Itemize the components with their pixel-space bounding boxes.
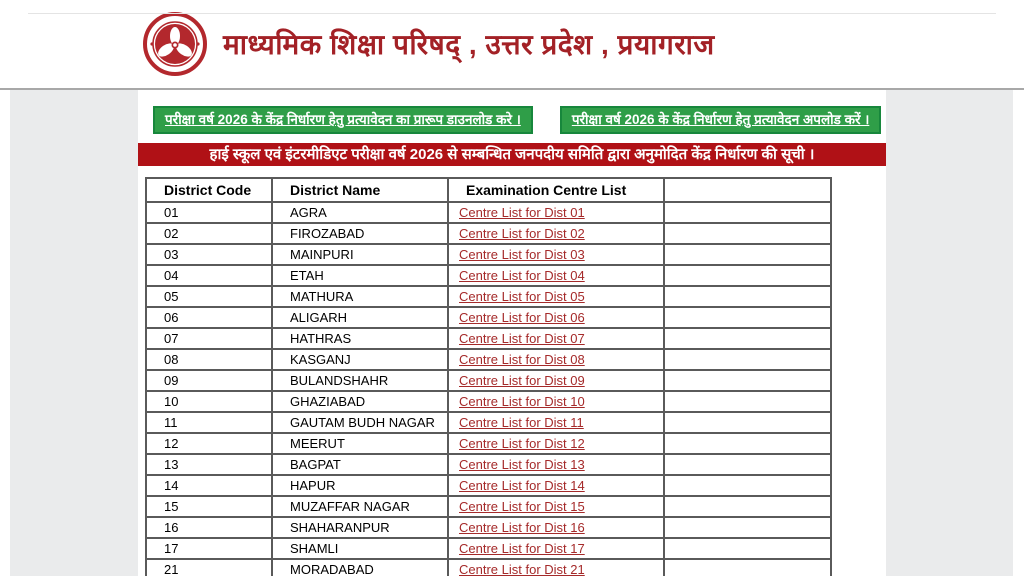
district-name-cell: SHAMLI [272,538,448,559]
district-name-cell: MUZAFFAR NAGAR [272,496,448,517]
action-buttons-row [138,106,886,134]
district-code-cell: 06 [146,307,272,328]
district-name-cell: HAPUR [272,475,448,496]
empty-cell [664,307,831,328]
up-board-logo [143,12,207,76]
empty-cell [664,244,831,265]
centre-list-link[interactable]: Centre List for Dist 03 [459,247,585,262]
centre-list-cell [448,223,664,244]
centre-list-cell [448,244,664,265]
centre-list-link[interactable]: Centre List for Dist 14 [459,478,585,493]
empty-cell [664,454,831,475]
centre-list-link[interactable]: Centre List for Dist 02 [459,226,585,241]
table-row [146,286,831,307]
content-panel [138,90,886,576]
centre-list-link[interactable]: Centre List for Dist 12 [459,436,585,451]
district-name-cell: BAGPAT [272,454,448,475]
district-code-cell: 04 [146,265,272,286]
table-row [146,496,831,517]
district-code-cell: 09 [146,370,272,391]
empty-cell [664,391,831,412]
centre-list-link[interactable]: Centre List for Dist 06 [459,310,585,325]
centre-list-link[interactable]: Centre List for Dist 07 [459,331,585,346]
centre-list-link[interactable]: Centre List for Dist 17 [459,541,585,556]
up-board-seal-icon [143,12,207,76]
district-code-cell: 10 [146,391,272,412]
district-name-cell: GHAZIABAD [272,391,448,412]
empty-cell [664,370,831,391]
table-row [146,412,831,433]
district-code-cell: 15 [146,496,272,517]
table-row [146,202,831,223]
empty-cell [664,538,831,559]
upload-proforma-button[interactable]: परीक्षा वर्ष 2026 के केंद्र निर्धारण हेतु प्रत्यावेदन अपलोड करें । [560,106,882,134]
district-table [145,177,832,576]
table-row [146,475,831,496]
district-name-cell: HATHRAS [272,328,448,349]
download-proforma-button[interactable]: परीक्षा वर्ष 2026 के केंद्र निर्धारण हेतु प्रत्यावेदन का प्रारूप डाउनलोड करे । [153,106,533,134]
table-header-row [146,178,831,202]
empty-cell [664,286,831,307]
empty-cell [664,265,831,286]
district-name-cell: MORADABAD [272,559,448,576]
empty-cell [664,223,831,244]
empty-cell [664,202,831,223]
district-code-cell: 14 [146,475,272,496]
site-header [0,0,1024,90]
district-name-cell: FIROZABAD [272,223,448,244]
district-name-cell: ETAH [272,265,448,286]
table-row [146,307,831,328]
centre-list-link[interactable]: Centre List for Dist 10 [459,394,585,409]
centre-list-cell [448,286,664,307]
table-row [146,328,831,349]
district-table-body [146,202,831,576]
centre-list-link[interactable]: Centre List for Dist 13 [459,457,585,472]
centre-list-cell [448,370,664,391]
centre-list-link[interactable]: Centre List for Dist 04 [459,268,585,283]
district-code-cell: 12 [146,433,272,454]
centre-list-cell [448,538,664,559]
empty-cell [664,559,831,576]
table-row [146,517,831,538]
district-code-cell: 07 [146,328,272,349]
district-name-cell: SHAHARANPUR [272,517,448,538]
district-code-cell: 03 [146,244,272,265]
centre-list-cell [448,559,664,576]
empty-cell [664,412,831,433]
district-name-cell: KASGANJ [272,349,448,370]
empty-cell [664,517,831,538]
centre-list-link[interactable]: Centre List for Dist 09 [459,373,585,388]
centre-list-cell [448,517,664,538]
district-code-cell: 02 [146,223,272,244]
empty-cell [664,433,831,454]
district-name-cell: BULANDSHAHR [272,370,448,391]
district-name-cell: AGRA [272,202,448,223]
centre-list-cell [448,433,664,454]
page-title: माध्यमिक शिक्षा परिषद् , उत्तर प्रदेश , प्रयागराज [223,29,715,60]
empty-cell [664,496,831,517]
district-name-cell: MEERUT [272,433,448,454]
centre-list-link[interactable]: Centre List for Dist 01 [459,205,585,220]
centre-list-link[interactable]: Centre List for Dist 16 [459,520,585,535]
district-name-cell: MATHURA [272,286,448,307]
table-row [146,538,831,559]
centre-list-cell [448,454,664,475]
district-code-cell: 21 [146,559,272,576]
district-code-cell: 13 [146,454,272,475]
table-row [146,265,831,286]
district-name-cell: ALIGARH [272,307,448,328]
empty-cell [664,349,831,370]
centre-list-cell [448,307,664,328]
table-row [146,223,831,244]
table-row [146,559,831,576]
district-code-cell: 05 [146,286,272,307]
main-content [10,90,1013,576]
district-code-cell: 01 [146,202,272,223]
notice-banner: हाई स्कूल एवं इंटरमीडिएट परीक्षा वर्ष 2026 से सम्बन्धित जनपदीय समिति द्वारा अनुमोदित केंद्र निर्धारण की सूची । [138,143,886,166]
district-name-cell: MAINPURI [272,244,448,265]
table-row [146,454,831,475]
centre-list-cell [448,496,664,517]
centre-list-link[interactable]: Centre List for Dist 08 [459,352,585,367]
district-name-cell: GAUTAM BUDH NAGAR [272,412,448,433]
centre-list-cell [448,391,664,412]
column-header-empty [664,178,831,202]
centre-list-cell [448,475,664,496]
empty-cell [664,475,831,496]
centre-list-cell [448,202,664,223]
table-row [146,349,831,370]
centre-list-cell [448,349,664,370]
column-header-centre-list: Examination Centre List [448,178,664,202]
centre-list-link[interactable]: Centre List for Dist 11 [459,415,584,430]
centre-list-cell [448,412,664,433]
table-row [146,370,831,391]
centre-list-link[interactable]: Centre List for Dist 15 [459,499,585,514]
district-code-cell: 11 [146,412,272,433]
column-header-district-code: District Code [146,178,272,202]
district-code-cell: 08 [146,349,272,370]
table-row [146,391,831,412]
centre-list-cell [448,265,664,286]
table-row [146,244,831,265]
table-row [146,433,831,454]
column-header-district-name: District Name [272,178,448,202]
centre-list-cell [448,328,664,349]
centre-list-link[interactable]: Centre List for Dist 05 [459,289,585,304]
district-code-cell: 17 [146,538,272,559]
district-code-cell: 16 [146,517,272,538]
empty-cell [664,328,831,349]
centre-list-link[interactable]: Centre List for Dist 21 [459,562,585,576]
